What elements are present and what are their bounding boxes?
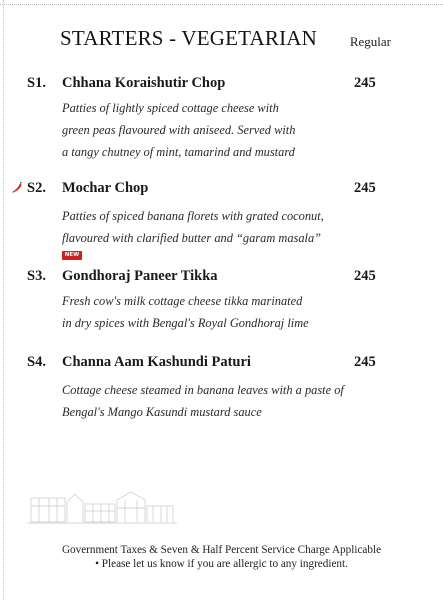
item-code: S4.: [27, 354, 46, 370]
description-line: a tangy chutney of mint, tamarind and mustard: [62, 145, 295, 159]
item-description: [62, 97, 352, 163]
description-line: Bengal's Mango Kasundi mustard sauce: [62, 405, 262, 419]
item-price: 245: [354, 180, 376, 196]
chili-pepper-icon: [11, 182, 23, 194]
allergy-note: • Please let us know if you are allergic to any ingredient.: [95, 558, 348, 570]
item-price: 245: [354, 75, 376, 91]
menu-header: [60, 26, 391, 56]
item-name: Channa Aam Kashundi Paturi: [62, 354, 251, 370]
item-code: S3.: [27, 268, 46, 284]
heritage-building-sketch: [27, 484, 177, 526]
item-price: 245: [354, 354, 376, 370]
description-line: Fresh cow's milk cottage cheese tikka marinated: [62, 294, 303, 308]
price-column-label: Regular: [349, 34, 391, 49]
service-charge-note: Government Taxes & Seven & Half Percent Service Charge Applicable: [61, 544, 382, 556]
top-border: [0, 0, 443, 5]
item-name: Mochar Chop: [62, 180, 149, 196]
item-description: [62, 290, 352, 334]
item-description: [62, 205, 352, 249]
section-title: STARTERS - VEGETARIAN: [60, 26, 318, 50]
description-line: Patties of lightly spiced cottage cheese with: [62, 101, 279, 115]
description-line: green peas flavoured with aniseed. Served with: [62, 123, 296, 137]
description-line: flavoured with clarified butter and “garam masala”: [62, 231, 322, 245]
item-name: Chhana Koraishutir Chop: [62, 75, 226, 91]
description-line: Cottage cheese steamed in banana leaves with a paste of: [62, 383, 344, 397]
new-badge: NEW: [62, 251, 82, 260]
item-description: [62, 379, 352, 423]
item-price: 245: [354, 268, 376, 284]
left-border: [0, 0, 4, 600]
item-name: Gondhoraj Paneer Tikka: [62, 268, 218, 284]
item-code: S1.: [27, 75, 46, 91]
item-code: S2.: [27, 180, 46, 196]
description-line: in dry spices with Bengal's Royal Gondhoraj lime: [62, 316, 309, 330]
description-line: Patties of spiced banana florets with grated coconut,: [62, 209, 324, 223]
